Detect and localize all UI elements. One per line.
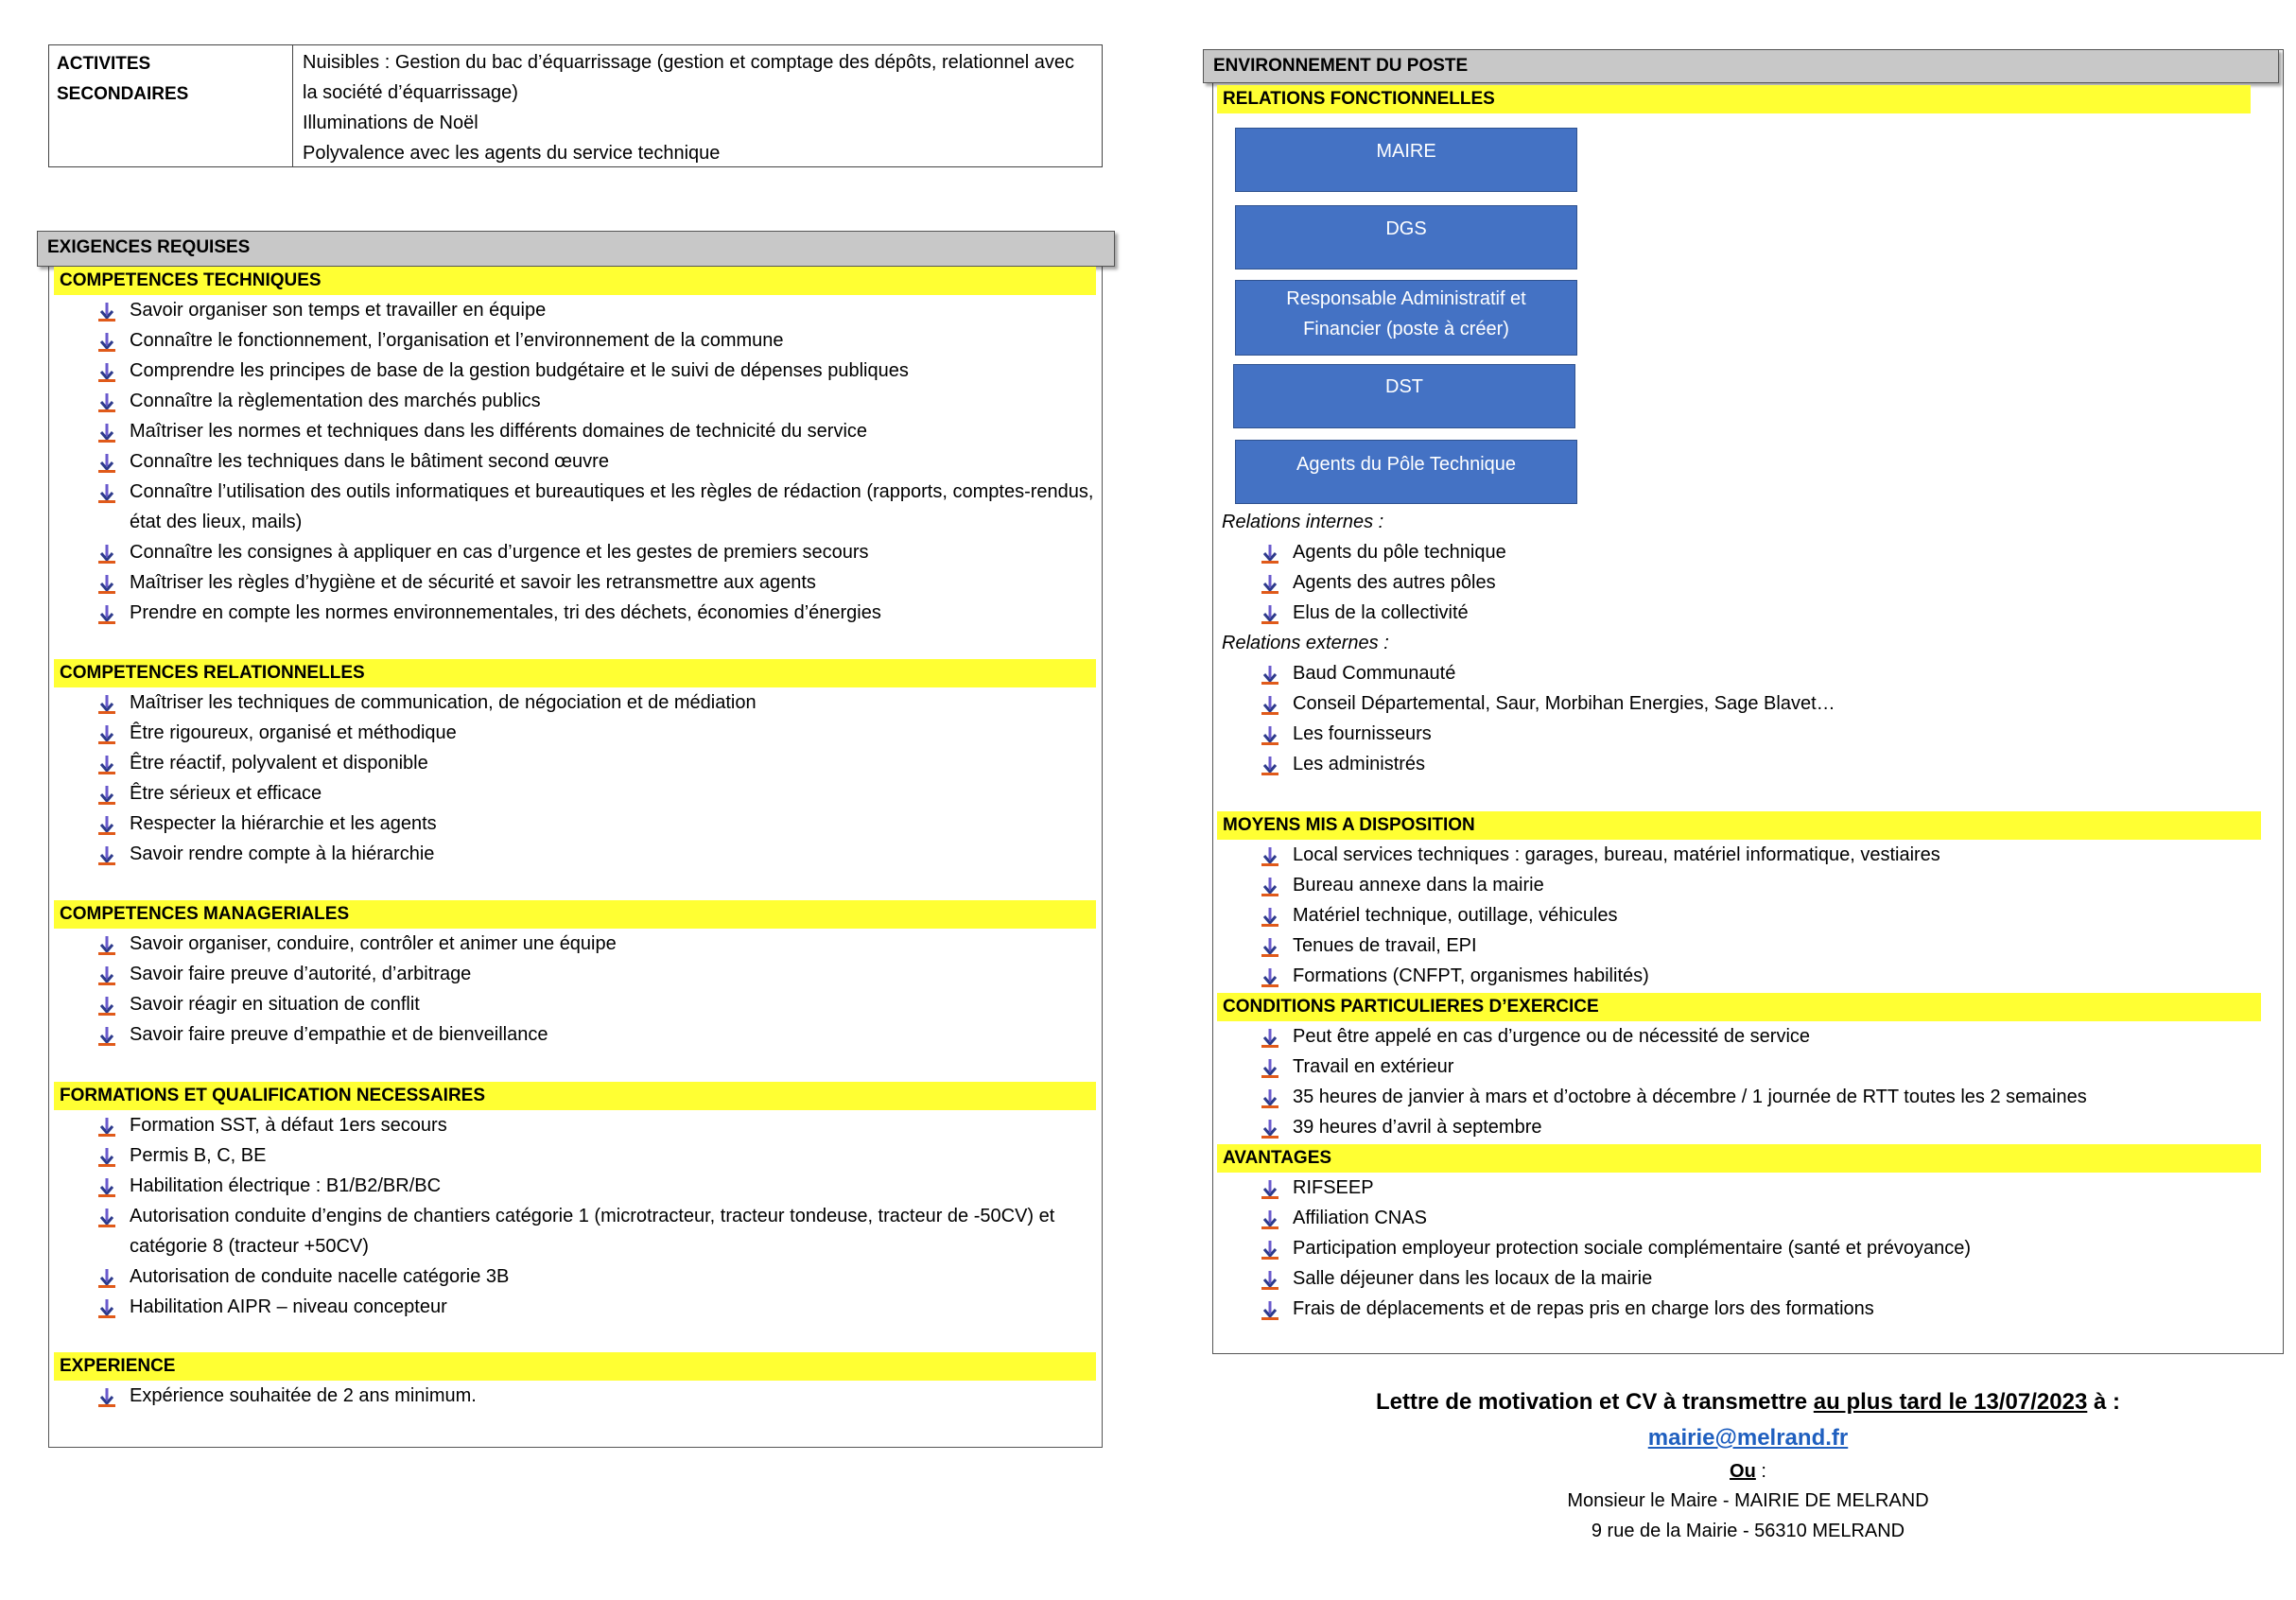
arrow-bullet-icon	[98, 603, 115, 622]
list-item	[1217, 840, 2261, 870]
secondary-item: Polyvalence avec les agents du service technique	[303, 143, 721, 164]
list-item-text: Être rigoureux, organisé et méthodique	[130, 722, 457, 743]
list-item-text: Connaître la règlementation des marchés publics	[130, 391, 541, 411]
list-item-text: Habilitation AIPR – niveau concepteur	[130, 1296, 447, 1317]
arrow-bullet-icon	[1261, 724, 1278, 743]
arrow-bullet-icon	[98, 693, 115, 712]
or-suffix: :	[1755, 1461, 1766, 1482]
org-box-raf: Responsable Administratif et Financier (poste à créer)	[1235, 280, 1577, 356]
list-item	[54, 537, 1096, 567]
list-item	[1217, 688, 2251, 719]
list-item	[54, 1201, 1096, 1261]
list-item	[1217, 749, 2251, 779]
list-item	[54, 567, 1096, 598]
list-item	[54, 1140, 1096, 1171]
environment-header: ENVIRONNEMENT DU POSTE	[1203, 49, 2279, 83]
list-item	[54, 1110, 1096, 1140]
list-item-text: Autorisation conduite d’engins de chantiers catégorie 1 (microtracteur, tracteur tondeuse, tracteur de -50CV) et catégorie 8 (tracteur +50CV)	[130, 1206, 1055, 1257]
list-item-text: Savoir réagir en situation de conflit	[130, 994, 420, 1015]
external-relations-label: Relations externes :	[1222, 633, 1389, 653]
list-item-text: Être sérieux et efficace	[130, 783, 322, 804]
arrow-bullet-icon	[98, 723, 115, 742]
list-item	[54, 718, 1096, 748]
org-box-dgs: DGS	[1235, 205, 1577, 270]
list-item	[54, 325, 1096, 356]
list-item	[54, 959, 1096, 989]
arrow-bullet-icon	[98, 331, 115, 350]
list-item	[1217, 1112, 2261, 1142]
list-item	[54, 809, 1096, 839]
list-item	[54, 416, 1096, 446]
arrow-bullet-icon	[1261, 1239, 1278, 1258]
benefits-title: AVANTAGES	[1217, 1144, 2261, 1173]
list-item-text: Elus de la collectivité	[1293, 602, 1469, 623]
list-item	[1217, 961, 2261, 991]
list-item	[1217, 1294, 2261, 1324]
list-item-text: Maîtriser les techniques de communication, de négociation et de médiation	[130, 692, 757, 713]
or-separator	[1212, 1457, 2284, 1486]
resources-list	[1217, 840, 2261, 991]
org-box-maire: MAIRE	[1235, 128, 1577, 192]
benefits-section	[1217, 1144, 2261, 1324]
list-item-text: Savoir faire preuve d’autorité, d’arbitrage	[130, 964, 472, 984]
arrow-bullet-icon	[98, 1176, 115, 1195]
arrow-bullet-icon	[1261, 1299, 1278, 1318]
list-item	[54, 929, 1096, 959]
list-item-text: Prendre en compte les normes environnementales, tri des déchets, économies d’énergies	[130, 602, 881, 623]
list-item	[1217, 598, 2251, 628]
arrow-bullet-icon	[98, 452, 115, 471]
list-item	[54, 1261, 1096, 1292]
external-relations-list	[1217, 658, 2251, 779]
list-item	[54, 446, 1096, 477]
list-item-text: Formations (CNFPT, organismes habilités)	[1293, 965, 1649, 986]
list-item	[54, 386, 1096, 416]
list-item-text: Peut être appelé en cas d’urgence ou de nécessité de service	[1293, 1026, 1811, 1047]
list-item-text: Savoir rendre compte à la hiérarchie	[130, 843, 435, 864]
list-item-text: Local services techniques : garages, bureau, matériel informatique, vestiaires	[1293, 844, 1940, 865]
list-item-text: Affiliation CNAS	[1293, 1208, 1427, 1228]
list-item-text: Agents du pôle technique	[1293, 542, 1506, 563]
list-item	[54, 989, 1096, 1019]
relations-title: RELATIONS FONCTIONNELLES	[1217, 85, 2251, 113]
list-item	[54, 598, 1096, 628]
conditions-list	[1217, 1021, 2261, 1142]
list-item	[54, 295, 1096, 325]
arrow-bullet-icon	[98, 1297, 115, 1316]
list-item	[54, 1171, 1096, 1201]
internal-relations-label: Relations internes :	[1222, 512, 1384, 532]
arrow-bullet-icon	[1261, 1057, 1278, 1076]
list-item	[54, 687, 1096, 718]
training-title: FORMATIONS ET QUALIFICATION NECESSAIRES	[54, 1082, 1096, 1110]
arrow-bullet-icon	[1261, 755, 1278, 774]
arrow-bullet-icon	[1261, 1209, 1278, 1227]
instructions-suffix: à :	[2087, 1389, 2120, 1415]
secondary-activities-table	[48, 44, 1103, 167]
arrow-bullet-icon	[98, 301, 115, 320]
internal-relations-list	[1217, 537, 2251, 628]
arrow-bullet-icon	[98, 573, 115, 592]
org-box-dst: DST	[1233, 364, 1575, 428]
arrow-bullet-icon	[1261, 876, 1278, 895]
technical-skills-section	[54, 267, 1096, 628]
list-item-text: Savoir organiser son temps et travailler en équipe	[130, 300, 547, 321]
arrow-bullet-icon	[98, 1207, 115, 1226]
list-item-text: Maîtriser les normes et techniques dans les différents domaines de technicité du service	[130, 421, 868, 442]
arrow-bullet-icon	[1261, 1269, 1278, 1288]
secondary-item: Nuisibles : Gestion du bac d’équarrissage (gestion et comptage des dépôts, relationnel avec la société d’équarrissage)	[303, 52, 1075, 103]
list-item-text: Maîtriser les règles d’hygiène et de sécurité et savoir les retransmettre aux agents	[130, 572, 816, 593]
list-item-text: Savoir organiser, conduire, contrôler et animer une équipe	[130, 933, 617, 954]
list-item	[1217, 1021, 2261, 1052]
arrow-bullet-icon	[98, 965, 115, 983]
arrow-bullet-icon	[98, 422, 115, 441]
list-item-text: Formation SST, à défaut 1ers secours	[130, 1115, 447, 1136]
contact-email-link[interactable]: mairie@melrand.fr	[1647, 1425, 1849, 1451]
technical-skills-title: COMPETENCES TECHNIQUES	[54, 267, 1096, 295]
arrow-bullet-icon	[98, 1267, 115, 1286]
list-item-text: Baud Communauté	[1293, 663, 1456, 684]
arrow-bullet-icon	[98, 844, 115, 863]
list-item	[1217, 1233, 2261, 1263]
relational-skills-list	[54, 687, 1096, 869]
technical-skills-list	[54, 295, 1096, 628]
org-box-agents: Agents du Pôle Technique	[1235, 440, 1577, 504]
list-item-text: Connaître les consignes à appliquer en cas d’urgence et les gestes de premiers secours	[130, 542, 869, 563]
experience-title: EXPERIENCE	[54, 1352, 1096, 1381]
application-footer	[1212, 1385, 2284, 1546]
arrow-bullet-icon	[98, 814, 115, 833]
arrow-bullet-icon	[1261, 845, 1278, 864]
relational-skills-title: COMPETENCES RELATIONNELLES	[54, 659, 1096, 687]
arrow-bullet-icon	[98, 754, 115, 773]
list-item-text: Habilitation électrique : B1/B2/BR/BC	[130, 1175, 442, 1196]
list-item	[1217, 1263, 2261, 1294]
arrow-bullet-icon	[1261, 694, 1278, 713]
list-item-text: Respecter la hiérarchie et les agents	[130, 813, 437, 834]
list-item-text: Savoir faire preuve d’empathie et de bienveillance	[130, 1024, 548, 1045]
training-list	[54, 1110, 1096, 1322]
application-instructions	[1212, 1385, 2284, 1419]
or-word: Ou	[1730, 1461, 1756, 1482]
arrow-bullet-icon	[98, 361, 115, 380]
arrow-bullet-icon	[98, 1386, 115, 1405]
list-item	[1217, 870, 2261, 900]
arrow-bullet-icon	[98, 934, 115, 953]
arrow-bullet-icon	[98, 784, 115, 803]
list-item	[1217, 567, 2251, 598]
deadline: au plus tard le 13/07/2023	[1813, 1389, 2088, 1415]
list-item	[1217, 930, 2261, 961]
list-item-text: Comprendre les principes de base de la gestion budgétaire et le suivi de dépenses publiques	[130, 360, 909, 381]
arrow-bullet-icon	[98, 1116, 115, 1135]
list-item-text: Conseil Départemental, Saur, Morbihan Energies, Sage Blavet…	[1293, 693, 1835, 714]
arrow-bullet-icon	[1261, 603, 1278, 622]
experience-list	[54, 1381, 1096, 1411]
list-item-text: Tenues de travail, EPI	[1293, 935, 1477, 956]
arrow-bullet-icon	[1261, 573, 1278, 592]
benefits-list	[1217, 1173, 2261, 1324]
list-item-text: Salle déjeuner dans les locaux de la mairie	[1293, 1268, 1653, 1289]
training-section	[54, 1082, 1096, 1322]
list-item-text: Connaître le fonctionnement, l’organisation et l’environnement de la commune	[130, 330, 784, 351]
list-item	[54, 839, 1096, 869]
list-item	[54, 477, 1096, 537]
arrow-bullet-icon	[1261, 1087, 1278, 1106]
arrow-bullet-icon	[98, 995, 115, 1014]
list-item-text: Être réactif, polyvalent et disponible	[130, 753, 428, 774]
arrow-bullet-icon	[98, 543, 115, 562]
list-item-text: 35 heures de janvier à mars et d’octobre à décembre / 1 journée de RTT toutes les 2 semaines	[1293, 1087, 2087, 1107]
list-item-text: Connaître l’utilisation des outils informatiques et bureautiques et les règles de rédaction (rapports, comptes-rendus, état des lieux, mails)	[130, 481, 1094, 532]
list-item-text: Agents des autres pôles	[1293, 572, 1496, 593]
list-item	[1217, 1052, 2261, 1082]
list-item-text: Connaître les techniques dans le bâtiment second œuvre	[130, 451, 609, 472]
arrow-bullet-icon	[1261, 1027, 1278, 1046]
arrow-bullet-icon	[98, 1025, 115, 1044]
list-item	[1217, 1173, 2261, 1203]
list-item-text: Les fournisseurs	[1293, 723, 1432, 744]
list-item-text: Bureau annexe dans la mairie	[1293, 875, 1544, 896]
list-item-text: Expérience souhaitée de 2 ans minimum.	[130, 1385, 477, 1406]
list-item	[1217, 537, 2251, 567]
list-item	[54, 356, 1096, 386]
arrow-bullet-icon	[1261, 1178, 1278, 1197]
list-item	[54, 1381, 1096, 1411]
managerial-skills-section	[54, 900, 1096, 1050]
list-item-text: Les administrés	[1293, 754, 1426, 774]
address-line-2: 9 rue de la Mairie - 56310 MELRAND	[1591, 1521, 1905, 1541]
arrow-bullet-icon	[1261, 664, 1278, 683]
list-item	[1217, 1082, 2261, 1112]
list-item	[1217, 658, 2251, 688]
arrow-bullet-icon	[1261, 543, 1278, 562]
arrow-bullet-icon	[1261, 936, 1278, 955]
list-item	[1217, 1203, 2261, 1233]
resources-section	[1217, 811, 2261, 991]
list-item	[54, 1019, 1096, 1050]
list-item-text: Autorisation de conduite nacelle catégorie 3B	[130, 1266, 510, 1287]
list-item	[1217, 719, 2251, 749]
managerial-skills-list	[54, 929, 1096, 1050]
relational-skills-section	[54, 659, 1096, 869]
list-item-text: Permis B, C, BE	[130, 1145, 267, 1166]
list-item	[54, 1292, 1096, 1322]
arrow-bullet-icon	[98, 391, 115, 410]
managerial-skills-title: COMPETENCES MANAGERIALES	[54, 900, 1096, 929]
arrow-bullet-icon	[98, 1146, 115, 1165]
address-line-1: Monsieur le Maire - MAIRIE DE MELRAND	[1567, 1490, 1929, 1511]
secondary-activities-label: ACTIVITES SECONDAIRES	[49, 45, 293, 166]
arrow-bullet-icon	[1261, 906, 1278, 925]
list-item	[54, 778, 1096, 809]
arrow-bullet-icon	[1261, 966, 1278, 985]
conditions-title: CONDITIONS PARTICULIERES D’EXERCICE	[1217, 993, 2261, 1021]
list-item-text: Travail en extérieur	[1293, 1056, 1454, 1077]
secondary-activities-list	[293, 45, 1102, 166]
instructions-prefix: Lettre de motivation et CV à transmettre	[1376, 1389, 1814, 1415]
requirements-header: EXIGENCES REQUISES	[37, 231, 1115, 267]
list-item-text: 39 heures d’avril à septembre	[1293, 1117, 1542, 1138]
list-item	[54, 748, 1096, 778]
list-item-text: Participation employeur protection sociale complémentaire (santé et prévoyance)	[1293, 1238, 1972, 1259]
conditions-section	[1217, 993, 2261, 1142]
secondary-item: Illuminations de Noël	[303, 113, 478, 133]
list-item	[1217, 900, 2261, 930]
resources-title: MOYENS MIS A DISPOSITION	[1217, 811, 2261, 840]
list-item-text: RIFSEEP	[1293, 1177, 1374, 1198]
experience-section	[54, 1352, 1096, 1411]
arrow-bullet-icon	[98, 482, 115, 501]
list-item-text: Frais de déplacements et de repas pris en charge lors des formations	[1293, 1298, 1874, 1319]
relations-section	[1217, 85, 2251, 113]
list-item-text: Matériel technique, outillage, véhicules	[1293, 905, 1618, 926]
arrow-bullet-icon	[1261, 1118, 1278, 1137]
